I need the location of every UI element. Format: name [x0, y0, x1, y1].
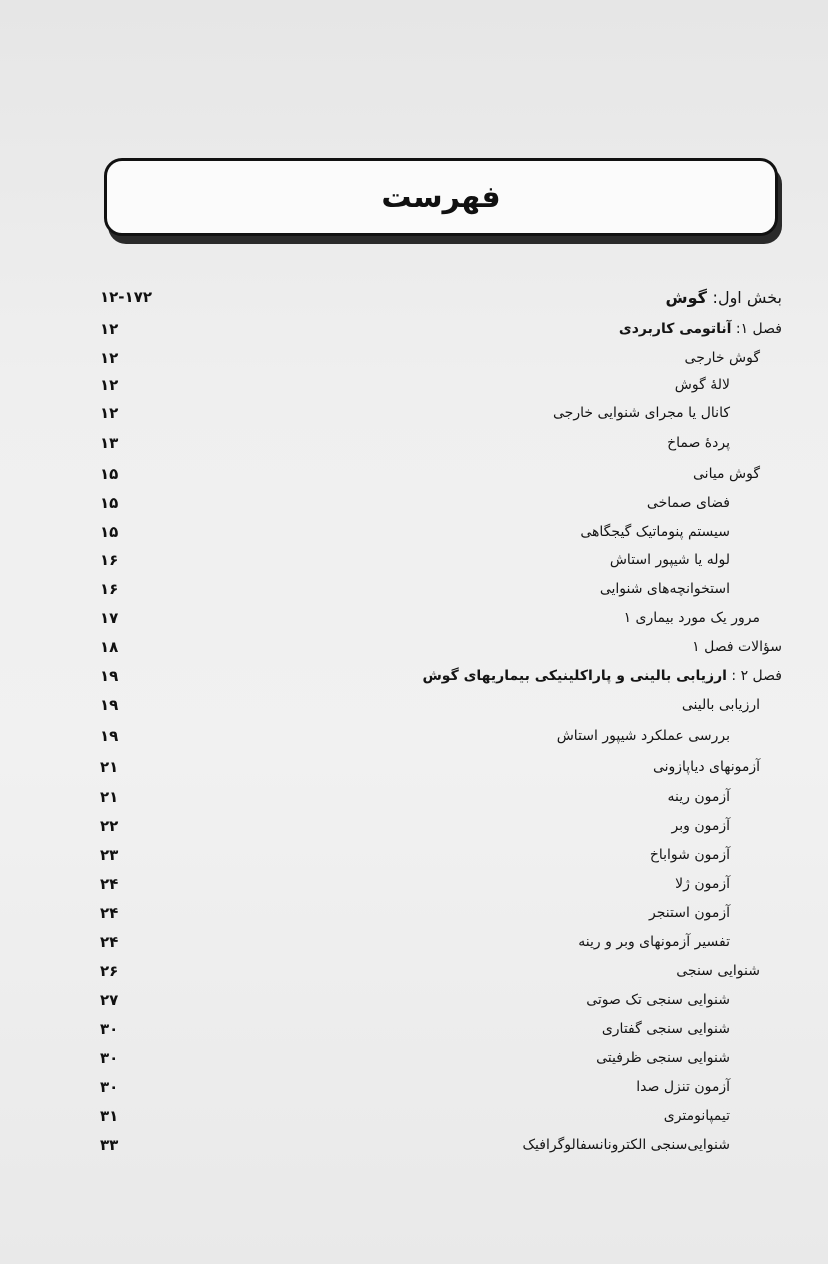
- toc-page-number: ۲۴: [100, 875, 119, 893]
- toc-entry-title: [666, 288, 782, 307]
- toc-entry-title: شنوایی سنجی گفتاری: [601, 1021, 730, 1037]
- toc-row: [100, 1101, 790, 1131]
- toc-entry-title: شنوایی‌سنجی الکترونانسفالوگرافیک: [522, 1137, 730, 1153]
- toc-row: [100, 1130, 790, 1160]
- toc-page-number: ۲۳: [100, 846, 119, 864]
- toc-entry-prefix: فصل ۲ :: [731, 668, 782, 684]
- toc-page-number: ۲۱: [100, 788, 119, 806]
- toc-row: [100, 398, 790, 428]
- toc-row: [100, 459, 790, 489]
- toc-row: [100, 1072, 790, 1102]
- toc-page-number: ۱۲-۱۷۲: [100, 288, 153, 306]
- toc-page-number: ۲۶: [100, 962, 119, 980]
- toc-page-number: ۳۳: [100, 1136, 119, 1154]
- toc-row: [100, 869, 790, 899]
- toc-row: [100, 343, 790, 373]
- toc-row: [100, 370, 790, 400]
- toc-page-number: ۱۷: [100, 609, 119, 627]
- toc-entry-title: [619, 321, 782, 337]
- toc-page-number: ۱۶: [100, 580, 119, 598]
- toc-page-number: ۲۴: [100, 904, 119, 922]
- toc-entry-heading: ارزیابی بالینی و پاراکلینیکی بیماریهای گوش: [422, 668, 727, 684]
- toc-entry-title: گوش خارجی: [684, 350, 760, 366]
- toc-entry-title: سؤالات فصل ۱: [692, 639, 782, 655]
- toc-entry-title: استخوانچه‌های شنوایی: [599, 581, 730, 597]
- toc-entry-title: آزمونهای دیاپازونی: [652, 759, 760, 775]
- toc-entry-title: فضای صماخی: [646, 495, 730, 511]
- toc-entry-heading: آناتومی کاربردی: [618, 321, 732, 337]
- toc-page-number: ۱۵: [100, 465, 119, 483]
- toc-entry-title: مرور یک مورد بیماری ۱: [623, 610, 760, 626]
- toc-row: [100, 1043, 790, 1073]
- toc-row: [100, 782, 790, 812]
- toc-page-number: ۳۰: [100, 1049, 119, 1067]
- toc-page-number: ۱۸: [100, 638, 119, 656]
- toc-entry-title: شنوایی سنجی: [676, 963, 760, 979]
- toc-entry-title: شنوایی سنجی ظرفیتی: [596, 1050, 730, 1066]
- toc-page-number: ۱۹: [100, 696, 119, 714]
- toc-page-number: ۱۵: [100, 494, 119, 512]
- toc-entry-title: لالهٔ گوش: [674, 377, 730, 393]
- toc-row: [100, 428, 790, 458]
- toc-row: [100, 985, 790, 1015]
- toc-row: [100, 927, 790, 957]
- toc-page-number: ۲۱: [100, 758, 119, 776]
- toc-page-number: ۱۶: [100, 551, 119, 569]
- toc-entry-title: شنوایی سنجی تک صوتی: [586, 992, 730, 1008]
- toc-entry-title: آزمون تنزل صدا: [636, 1079, 730, 1095]
- toc-entry-title: آزمون رینه: [667, 789, 730, 805]
- toc-entry-title: لوله یا شیپور استاش: [609, 552, 730, 568]
- toc-entry-title: آزمون وبر: [671, 818, 730, 834]
- toc-entry-title: گوش میانی: [693, 466, 760, 482]
- toc-page-number: ۳۱: [100, 1107, 119, 1125]
- toc-row-part-1: [100, 282, 790, 312]
- toc-page-number: ۱۵: [100, 523, 119, 541]
- toc-row: [100, 574, 790, 604]
- toc-row: [100, 811, 790, 841]
- toc-row-chapter-1: [100, 314, 790, 344]
- toc-page-number: ۱۹: [100, 727, 119, 745]
- toc-entry-title: [422, 668, 782, 684]
- toc-row: [100, 752, 790, 782]
- toc-row: [100, 690, 790, 720]
- toc-row: [100, 632, 790, 662]
- toc-entry-title: بررسی عملکرد شیپور استاش: [556, 728, 730, 744]
- toc-row: [100, 517, 790, 547]
- toc-entry-title: سیستم پنوماتیک گیجگاهی: [580, 524, 730, 540]
- toc-entry-title: پردهٔ صماخ: [667, 435, 730, 451]
- toc-row: [100, 956, 790, 986]
- toc-page-number: ۱۲: [100, 376, 119, 394]
- toc-entry-title: آزمون ژلا: [675, 876, 730, 892]
- page-title: فهرست: [381, 179, 501, 215]
- toc-entry-title: تفسیر آزمونهای وبر و رینه: [578, 934, 730, 950]
- toc-page-number: ۲۲: [100, 817, 119, 835]
- toc-entry-title: آزمون شواباخ: [649, 847, 730, 863]
- toc-row-chapter-2: [100, 661, 790, 691]
- toc-entry-prefix: فصل ۱:: [735, 321, 782, 337]
- toc-entry-title: تیمپانومتری: [663, 1108, 730, 1124]
- toc-page-number: ۳۰: [100, 1020, 119, 1038]
- toc-page-number: ۱۲: [100, 404, 119, 422]
- toc-row: [100, 898, 790, 928]
- toc-entry-title: آزمون استنجر: [649, 905, 730, 921]
- toc-page-number: ۲۴: [100, 933, 119, 951]
- toc-page-number: ۱۲: [100, 320, 119, 338]
- toc-entry-title: کانال یا مجرای شنوایی خارجی: [553, 405, 730, 421]
- toc-row: [100, 1014, 790, 1044]
- toc-row: [100, 603, 790, 633]
- toc-page-number: ۳۰: [100, 1078, 119, 1096]
- toc-entry-title: ارزیابی بالینی: [681, 697, 760, 713]
- toc-page-number: ۲۷: [100, 991, 119, 1009]
- toc-row: [100, 721, 790, 751]
- toc-entry-heading: گوش: [665, 287, 707, 307]
- toc-row: [100, 545, 790, 575]
- toc-page-number: ۱۳: [100, 434, 119, 452]
- toc-row: [100, 840, 790, 870]
- toc-row: [100, 488, 790, 518]
- title-frame: [104, 158, 778, 236]
- toc-entry-prefix: بخش اول:: [712, 287, 782, 307]
- toc-page-number: ۱۹: [100, 667, 119, 685]
- toc-page-number: ۱۲: [100, 349, 119, 367]
